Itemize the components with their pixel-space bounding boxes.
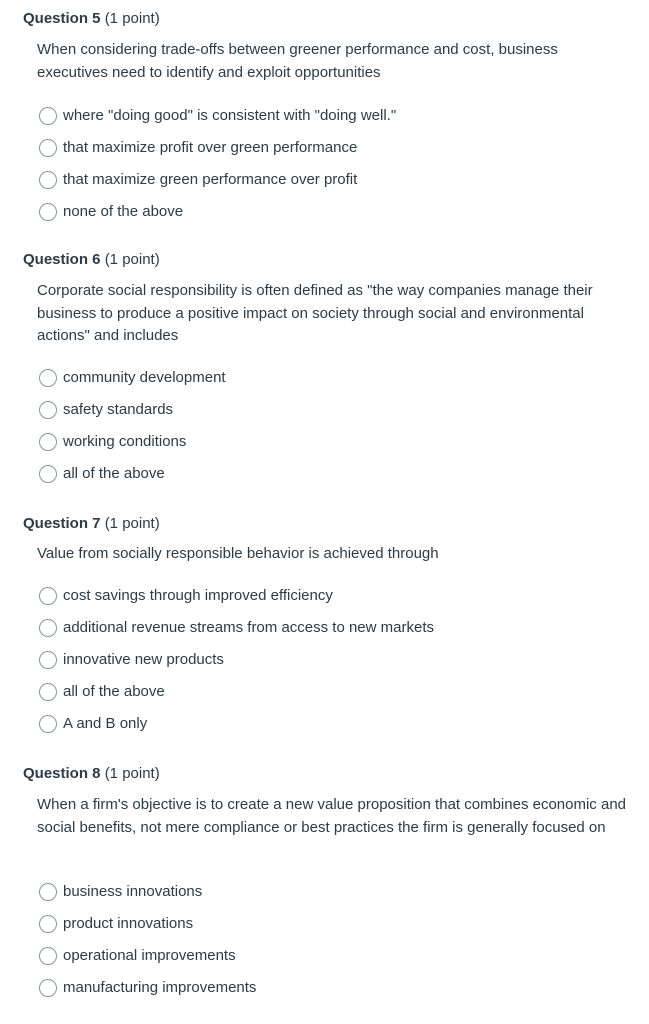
option-label: community development [63, 369, 226, 386]
answer-option[interactable] [39, 394, 226, 426]
radio-button[interactable] [39, 203, 57, 221]
option-label: A and B only [63, 715, 148, 732]
radio-button[interactable] [39, 915, 57, 933]
answer-option[interactable] [39, 676, 434, 708]
option-label: operational improvements [63, 947, 236, 964]
answer-options [39, 362, 226, 490]
question-text: Corporate social responsibility is often defined as "the way companies manage their business to produce a positive impact on society through social and environmental actions" and includes [37, 282, 593, 344]
question-title [23, 514, 160, 534]
option-label: safety standards [63, 401, 174, 418]
question-text: When a firm's objective is to create a new value proposition that combines economic and social benefits, not mere compliance or best practices the firm is generally focused on [37, 796, 626, 836]
radio-button[interactable] [39, 979, 57, 997]
question-points: (1 point) [104, 765, 160, 782]
option-label: manufacturing improvements [63, 979, 257, 996]
radio-button[interactable] [39, 947, 57, 965]
radio-button[interactable] [39, 107, 57, 125]
question-points: (1 point) [104, 251, 160, 268]
answer-option[interactable] [39, 132, 396, 164]
answer-option[interactable] [39, 644, 434, 676]
answer-option[interactable] [39, 972, 256, 1004]
question-points: (1 point) [104, 10, 160, 27]
answer-option[interactable] [39, 612, 434, 644]
question-number: Question 7 [23, 515, 101, 532]
answer-option[interactable] [39, 940, 256, 972]
option-label: that maximize green performance over profit [63, 171, 358, 188]
answer-option[interactable] [39, 708, 434, 740]
radio-button[interactable] [39, 139, 57, 157]
answer-options [39, 876, 256, 1004]
answer-option[interactable] [39, 426, 226, 458]
answer-option[interactable] [39, 876, 256, 908]
question-title [23, 9, 160, 29]
question-text: When considering trade-offs between greener performance and cost, business executives need to identify and exploit opportunities [37, 41, 558, 81]
option-label: innovative new products [63, 651, 224, 668]
radio-button[interactable] [39, 433, 57, 451]
option-label: product innovations [63, 915, 194, 932]
answer-option[interactable] [39, 580, 434, 612]
option-label: all of the above [63, 465, 165, 482]
answer-option[interactable] [39, 196, 396, 228]
option-label: all of the above [63, 683, 165, 700]
question-points: (1 point) [104, 515, 160, 532]
radio-button[interactable] [39, 883, 57, 901]
answer-option[interactable] [39, 164, 396, 196]
option-label: additional revenue streams from access to new markets [63, 619, 434, 636]
radio-button[interactable] [39, 401, 57, 419]
option-label: business innovations [63, 883, 203, 900]
answer-option[interactable] [39, 362, 226, 394]
radio-button[interactable] [39, 171, 57, 189]
radio-button[interactable] [39, 619, 57, 637]
answer-options [39, 580, 434, 740]
radio-button[interactable] [39, 587, 57, 605]
option-label: none of the above [63, 203, 184, 220]
radio-button[interactable] [39, 715, 57, 733]
answer-options [39, 100, 396, 228]
answer-option[interactable] [39, 100, 396, 132]
option-label: cost savings through improved efficiency [63, 587, 333, 604]
question-number: Question 8 [23, 765, 101, 782]
question-title [23, 250, 160, 270]
question-number: Question 5 [23, 10, 101, 27]
radio-button[interactable] [39, 465, 57, 483]
option-label: that maximize profit over green performance [63, 139, 358, 156]
option-label: working conditions [63, 433, 187, 450]
radio-button[interactable] [39, 683, 57, 701]
question-number: Question 6 [23, 251, 101, 268]
radio-button[interactable] [39, 651, 57, 669]
radio-button[interactable] [39, 369, 57, 387]
question-text: Value from socially responsible behavior is achieved through [37, 545, 439, 562]
question-title [23, 764, 160, 784]
answer-option[interactable] [39, 458, 226, 490]
option-label: where "doing good" is consistent with "doing well." [63, 107, 397, 124]
answer-option[interactable] [39, 908, 256, 940]
